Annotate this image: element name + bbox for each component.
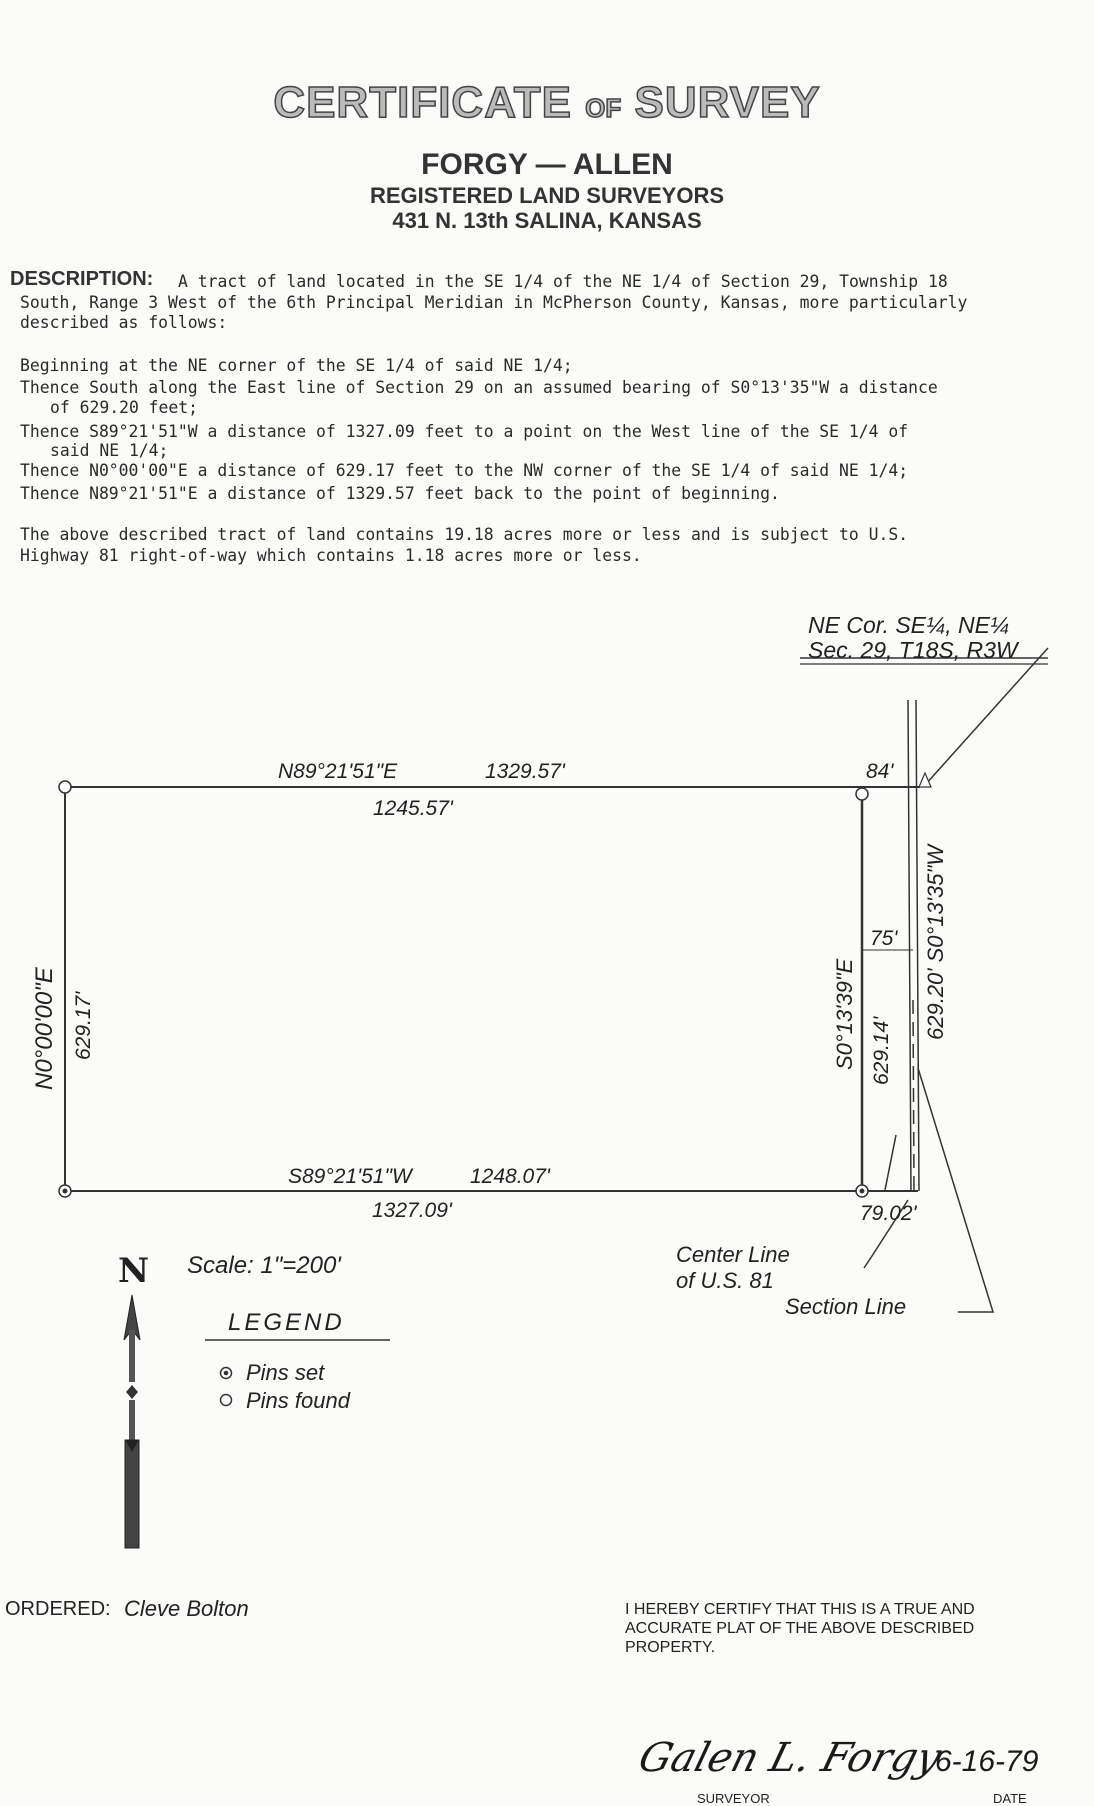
legend-pins-found: Pins found xyxy=(246,1388,350,1413)
north-distance-label: 1329.57' xyxy=(485,760,565,783)
certification-text: I HEREBY CERTIFY THAT THIS IS A TRUE AND ACCURATE PLAT OF THE ABOVE DESCRIBED PROPERTY. xyxy=(625,1601,975,1656)
ne-corner-leader xyxy=(925,648,1048,785)
west-bearing-label: N0°00'00"E xyxy=(31,967,58,1090)
pins xyxy=(59,773,931,1197)
description-line: Beginning at the NE corner of the SE 1/4 of said NE 1/4; xyxy=(20,356,573,375)
surveyor-label: SURVEYOR xyxy=(697,1791,770,1806)
legend-pins-set: Pins set xyxy=(246,1360,325,1385)
description-line: Thence N89°21'51"E a distance of 1329.57 feet back to the point of beginning. xyxy=(20,484,780,503)
description-line: described as follows: xyxy=(20,313,228,332)
south-bearing-label: S89°21'51"W xyxy=(288,1165,412,1188)
description-line: Thence S89°21'51"W a distance of 1327.09 feet to a point on the West line of the SE 1/4 of xyxy=(20,422,909,441)
title-word-certificate: CERTIFICATE xyxy=(273,78,572,127)
description-line: Thence N0°00'00"E a distance of 629.17 feet to the NW corner of the SE 1/4 of said NE 1/4; xyxy=(20,461,909,480)
section-line-leader xyxy=(918,1068,993,1312)
legend-symbols xyxy=(221,1368,232,1406)
south-inner-label: 1248.07' xyxy=(470,1165,550,1188)
ordered-value: Cleve Bolton xyxy=(124,1596,249,1621)
description-label: DESCRIPTION: xyxy=(10,268,154,290)
ordered-label: ORDERED: xyxy=(5,1598,111,1620)
date-label: DATE xyxy=(993,1791,1027,1806)
section-line xyxy=(908,700,911,1191)
pin-found-icon xyxy=(221,1395,232,1406)
section-line-label: Section Line xyxy=(785,1294,907,1319)
east-offset-label: 75' xyxy=(870,927,898,950)
title-word-of: OF xyxy=(585,93,622,123)
description-line: of 629.20 feet; xyxy=(50,398,199,417)
title-word-survey: SURVEY xyxy=(634,78,821,127)
east-outer-label: 629.20' S0°13'35"W xyxy=(923,844,948,1040)
signed-date: 6-16-79 xyxy=(935,1745,1039,1778)
legend-title: LEGEND xyxy=(228,1309,345,1336)
east-inner-distance-label: 629.14' xyxy=(870,1016,893,1085)
east-inner-bearing-label: S0°13'39"E xyxy=(832,958,857,1070)
center-line xyxy=(913,1000,914,1191)
pin-set-se-dot xyxy=(860,1189,865,1194)
south-offset-leader xyxy=(885,1135,896,1190)
description-line: A tract of land located in the SE 1/4 of the NE 1/4 of Section 29, Township 18 xyxy=(178,272,948,291)
description-line: South, Range 3 West of the 6th Principal Meridian in McPherson County, Kansas, more particularly xyxy=(20,293,968,312)
pin-found-nw xyxy=(59,781,71,793)
north-inner-label: 1245.57' xyxy=(373,797,453,820)
center-line-label-1: Center Line xyxy=(676,1242,790,1267)
description-line: The above described tract of land contains 19.18 acres more or less and is subject to U.S. xyxy=(20,525,909,544)
west-distance-label: 629.17' xyxy=(72,991,95,1060)
firm-type: REGISTERED LAND SURVEYORS xyxy=(369,183,725,208)
scale-label: Scale: 1"=200' xyxy=(187,1252,341,1279)
pin-set-icon-dot xyxy=(224,1371,229,1376)
surveyor-signature: Galen L. Forgy xyxy=(633,1735,946,1781)
north-arrow-icon xyxy=(118,1251,149,1548)
firm-address: 431 N. 13th SALINA, KANSAS xyxy=(392,208,702,233)
ne-corner-label-2: Sec. 29, T18S, R3W xyxy=(808,637,1018,663)
north-bearing-label: N89°21'51"E xyxy=(278,760,398,783)
section-line xyxy=(916,700,919,1191)
center-line-label-2: of U.S. 81 xyxy=(676,1268,774,1293)
firm-name: FORGY — ALLEN xyxy=(421,148,673,181)
ne-corner-label-1: NE Cor. SE¼, NE¼ xyxy=(808,612,1010,638)
south-offset-label: 79.02' xyxy=(860,1202,917,1225)
description-line: said NE 1/4; xyxy=(50,441,169,460)
description-line: Highway 81 right-of-way which contains 1.18 acres more or less. xyxy=(20,546,642,565)
description-line: Thence South along the East line of Section 29 on an assumed bearing of S0°13'35"W a distance xyxy=(20,378,938,397)
pin-set-sw-dot xyxy=(63,1189,68,1194)
south-distance-label: 1327.09' xyxy=(372,1199,452,1222)
north-offset-label: 84' xyxy=(866,760,894,783)
north-letter: N xyxy=(118,1251,150,1291)
pin-found-ne xyxy=(856,788,868,800)
